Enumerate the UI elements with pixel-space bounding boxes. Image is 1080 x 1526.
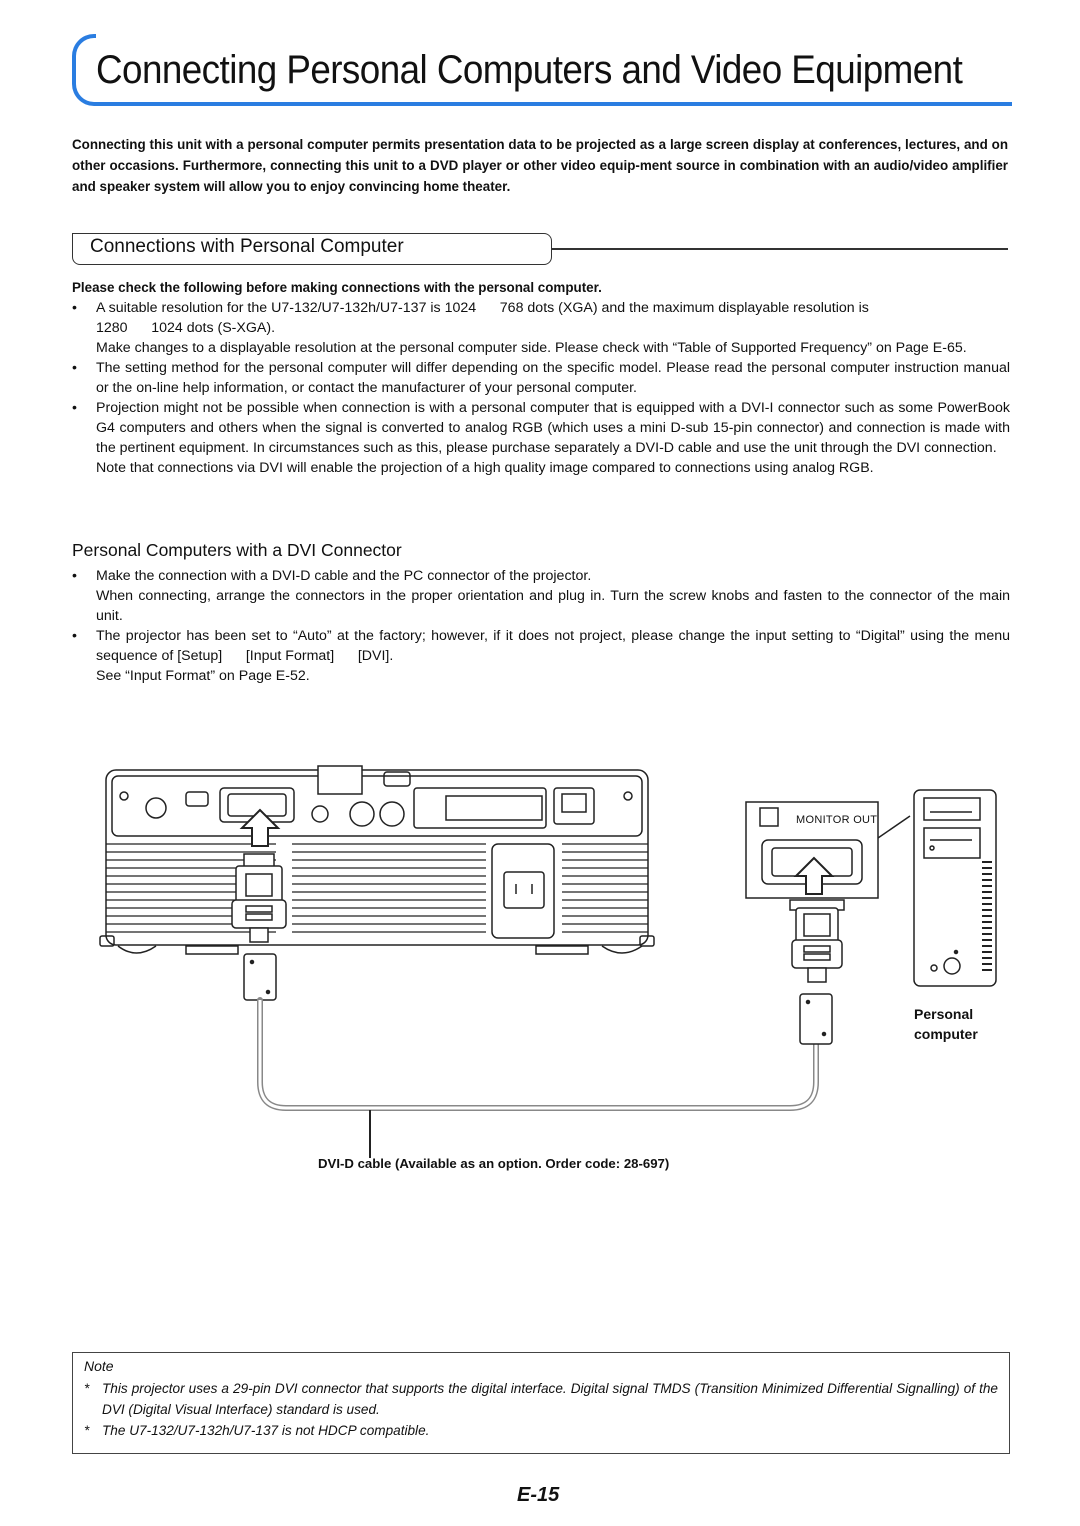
note-label: Note (84, 1358, 114, 1374)
note-item (84, 1378, 998, 1420)
bullet-text: The projector has been set to “Auto” at the factory; however, if it does not project, please change the input setting to “Digital” using the menu sequence of [Setup] [Input Format] [DVI]. (96, 628, 1014, 664)
section2-body (72, 566, 1014, 686)
list-item (72, 566, 1010, 626)
bullet-text: The setting method for the personal computer will differ depending on the specific model. Please read the personal computer instruction manual or the on-line help information, or contact the manufacturer of your personal computer. (96, 360, 1010, 396)
note-list (84, 1378, 998, 1441)
bullet-text: 1280 1024 dots (S-XGA). (96, 320, 276, 336)
list-item (72, 626, 1014, 686)
section-heading-connections: Connections with Personal Computer (90, 236, 404, 257)
dvi-plug-pc-side (790, 900, 844, 1044)
personal-computer-illustration (914, 790, 996, 986)
bullet-text: See “Input Format” on Page E-52. (96, 668, 310, 684)
projector-rear-illustration (100, 766, 654, 954)
note-item-text: This projector uses a 29-pin DVI connector that supports the digital interface. Digital signal TMDS (Transition Minimized Differential Signalling) of the DVI (Digital Visual Interface) standard is used. (102, 1381, 998, 1417)
check-intro: Please check the following before making connections with the personal computer. (72, 280, 602, 295)
pc-label-line1: Personal (914, 1006, 974, 1022)
bullet-icon: • (72, 300, 77, 316)
connection-diagram (96, 762, 1016, 1182)
subsection-heading-dvi: Personal Computers with a DVI Connector (72, 540, 402, 560)
pc-label-line2: computer (914, 1026, 978, 1042)
list-item (72, 398, 1010, 478)
bullet-text: Make the connection with a DVI-D cable and the PC connector of the projector. (96, 568, 592, 584)
bullet-icon: • (72, 360, 77, 376)
asterisk-icon: * (84, 1381, 90, 1396)
dvi-cable-core (260, 1000, 816, 1108)
bullet-text: Make changes to a displayable resolution at the personal computer side. Please check with “Table of Supported Frequency” on Page E-65. (96, 340, 967, 356)
title-underline (94, 102, 1012, 106)
section1-body (72, 278, 1010, 478)
pc-label (914, 1004, 978, 1044)
bullet-text: Note that connections via DVI will enable the projection of a high quality image compared to connections using analog RGB. (96, 460, 874, 476)
intro-paragraph: Connecting this unit with a personal computer permits presentation data to be projected as a large screen display at conferences, lectures, and on other occasions. Furthermore, connecting this unit to a DVD player or other video equip-ment source in combination with an audio/video amplifier and speaker system will allow you to enjoy convincing home theater. (72, 137, 1008, 194)
list-item (72, 358, 1010, 398)
asterisk-icon: * (84, 1423, 90, 1438)
bullet-icon: • (72, 400, 77, 416)
title-bracket-decoration (72, 34, 96, 106)
note-item (84, 1420, 998, 1441)
list-item (72, 298, 1010, 358)
dvi-cable (260, 1000, 816, 1108)
page-number: E-15 (517, 1484, 560, 1506)
bullet-text: A suitable resolution for the U7-132/U7-132h/U7-137 is 1024 768 dots (XGA) and the maximum displayable resolution is (96, 300, 869, 316)
bullet-text: When connecting, arrange the connectors in the proper orientation and plug in. Turn the screw knobs and fasten to the connector of the main unit. (96, 588, 1010, 624)
page-title: Connecting Personal Computers and Video Equipment (96, 48, 963, 92)
bullet-text: Projection might not be possible when connection is with a personal computer that is equipped with a DVI-I connector such as some PowerBook G4 computers and others when the signal is converted to analog RGB (which uses a mini D-sub 15-pin connector) and connection is made with the pertinent equipment. In circumstances such as this, please purchase separately a DVI-D cable and use the unit through the DVI connection. (96, 400, 1010, 456)
monitor-out-label: MONITOR OUT (796, 814, 878, 826)
dvi-plug-projector-side (232, 854, 286, 1000)
section-heading-rule (551, 248, 1008, 250)
note-item-text: The U7-132/U7-132h/U7-137 is not HDCP compatible. (102, 1423, 430, 1438)
cable-caption: DVI-D cable (Available as an option. Order code: 28-697) (318, 1156, 670, 1171)
bullet-icon: • (72, 568, 77, 584)
bullet-icon: • (72, 628, 77, 644)
